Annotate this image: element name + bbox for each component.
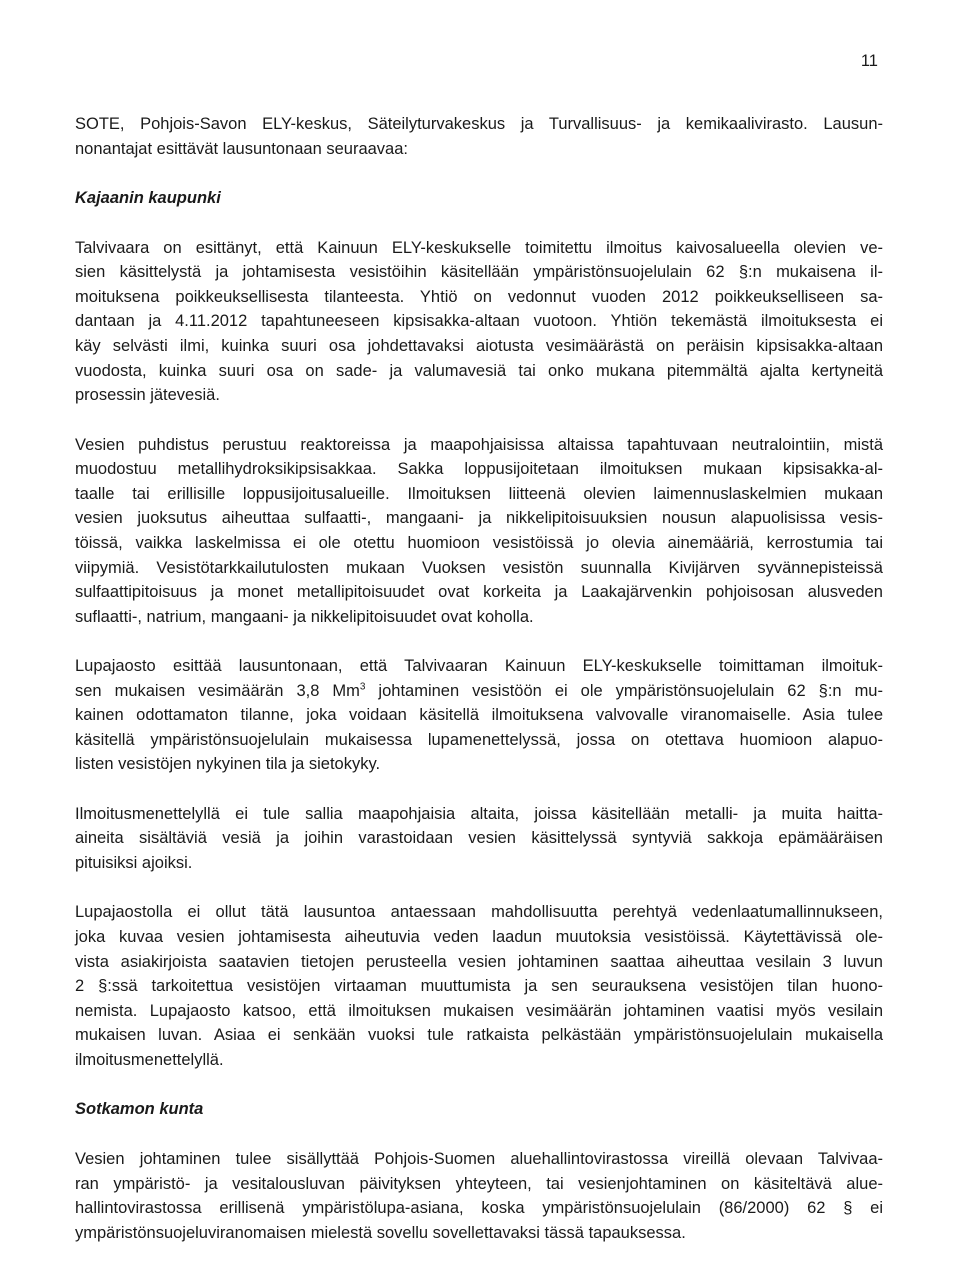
text-line: Ilmoitusmenettelyllä ei tule sallia maapohjaisia altaita, joissa käsitellään metalli- ja muita haitta- bbox=[75, 804, 883, 823]
text-line: vuodosta, kuinka suuri osa on sade- ja valumavesiä tai onko mukana pitemmältä ajalta kertyneitä bbox=[75, 361, 883, 380]
text-line: nemista. Lupajaosto katsoo, että ilmoituksen mukaisen vesimäärän johtaminen vaatisi myös vesilain bbox=[75, 1001, 883, 1020]
text-line: vista asiakirjoista saatavien tietojen perusteella vesien johtaminen saattaa aiheuttaa vesilain 3 luvun bbox=[75, 952, 883, 971]
sotkamo-paragraph-1 bbox=[75, 1147, 883, 1245]
text-line: Talvivaara on esittänyt, että Kainuun ELY-keskukselle toimitettu ilmoitus kaivosalueella olevien ve- bbox=[75, 238, 883, 257]
text-line: töissä, vaikka laskelmissa ei ole otettu huomioon vesistöissä jo olevia ainemääriä, kerrostumia tai bbox=[75, 533, 883, 552]
kajaani-paragraph-4 bbox=[75, 802, 883, 876]
text-line: SOTE, Pohjois-Savon ELY-keskus, Säteilyturvakeskus ja Turvallisuus- ja kemikaalivirasto. Lausun- bbox=[75, 115, 883, 133]
text-segment: johtaminen vesistöön ei ole ympäristönsuojelulain 62 §:n mu- bbox=[365, 681, 883, 700]
section-heading-sotkamo: Sotkamon kunta bbox=[75, 1100, 204, 1119]
text-line: ilmoitusmenettelyllä. bbox=[75, 1050, 224, 1069]
text-line: Vesien puhdistus perustuu reaktoreissa ja maapohjaisissa altaissa tapahtuvaan neutralointiin, mistä bbox=[75, 435, 883, 454]
text-line: käsitellä ympäristönsuojelulain mukaisessa lupamenettelyssä, jossa on otettava huomioon alapuo- bbox=[75, 730, 883, 749]
text-line: sien käsittelystä ja johtamisesta vesistöihin käsitellään ympäristönsuojelulain 62 §:n mukaisena il- bbox=[75, 263, 883, 282]
text-line: viipymiä. Vesistötarkkailutulosten mukaan Vuoksen vesistön suunnalla Kivijärven syvännepisteissä bbox=[75, 558, 883, 577]
kajaani-paragraph-3 bbox=[75, 654, 883, 777]
superscript-exponent: 3 bbox=[359, 681, 366, 693]
text-line: mukaisen luvan. Asiaa ei senkään vuoksi tule ratkaista pelkästään ympäristönsuojelulain mukaisella bbox=[75, 1026, 883, 1045]
text-line: moituksena poikkeuksellisesta tilanteesta. Yhtiö on vedonnut vuoden 2012 poikkeukselliseen sa- bbox=[75, 287, 883, 306]
kajaani-paragraph-2 bbox=[75, 433, 883, 630]
text-line: listen vesistöjen nykyinen tila ja sietokyky. bbox=[75, 755, 381, 774]
intro-paragraph bbox=[75, 112, 883, 161]
text-line: Lupajaosto esittää lausuntonaan, että Talvivaaran Kainuun ELY-keskukselle toimittaman ilmoituk- bbox=[75, 657, 883, 676]
text-line: kainen odottamaton tilanne, joka voidaan käsitellä ilmoituksena valvovalle viranomaiselle. Asia tulee bbox=[75, 706, 883, 725]
text-line: Lupajaostolla ei ollut tätä lausuntoa antaessaan mahdollisuutta perehtyä vedenlaatumallinnukseen, bbox=[75, 903, 883, 922]
text-line: prosessin jätevesiä. bbox=[75, 386, 220, 405]
kajaani-paragraph-1 bbox=[75, 236, 883, 408]
page-number: 11 bbox=[860, 52, 878, 70]
text-line-with-superscript bbox=[75, 679, 883, 704]
text-line: vesien juoksutus aiheuttaa sulfaatti-, mangaani- ja nikkelipitoisuuksien nousun alapuolisissa vesis- bbox=[75, 509, 883, 528]
text-line: 2 §:ssä tarkoitettua vesistöjen virtaaman muuttumista ja sen seurauksena vesistöjen tilan huono- bbox=[75, 977, 883, 996]
text-segment: sen mukaisen vesimäärän 3,8 Mm bbox=[75, 681, 360, 700]
text-line: Vesien johtaminen tulee sisällyttää Pohjois-Suomen aluehallintovirastossa vireillä olevaan Talvivaa- bbox=[75, 1149, 883, 1168]
text-line: muodostuu metallihydroksikipsisakkaa. Sakka loppusijoitetaan ilmoituksen mukaan kipsisakka-al- bbox=[75, 460, 883, 479]
text-line: suflaatti-, natrium, mangaani- ja nikkelipitoisuudet ovat koholla. bbox=[75, 607, 534, 626]
text-line: hallintovirastossa erillisenä ympäristölupa-asiana, koska ympäristönsuojelulain (86/2000) 62 § ei bbox=[75, 1199, 883, 1218]
text-line: taalle tai erillisille loppusijoitusalueille. Ilmoituksen liitteenä olevien laimennuslaskelmien mukaan bbox=[75, 484, 883, 503]
text-line: ympäristönsuojeluviranomaisen mielestä sovellu sovellettavaksi tässä tapauksessa. bbox=[75, 1223, 686, 1242]
text-line: dantaan ja 4.11.2012 tapahtuneeseen kipsisakka-altaan vuotoon. Yhtiön tekemästä ilmoituksesta ei bbox=[75, 312, 883, 331]
kajaani-paragraph-5 bbox=[75, 900, 883, 1072]
text-line: joka kuvaa vesien johtamisesta aiheutuvia veden laadun muutoksia vesistöissä. Käytettävissä ole- bbox=[75, 928, 883, 947]
text-line: käy selvästi ilmi, kuinka suuri osa johdettavaksi aiotusta vesimäärästä on peräisin kipsisakka-altaan bbox=[75, 336, 883, 355]
text-line: pituisiksi ajoiksi. bbox=[75, 854, 193, 873]
page-content bbox=[75, 112, 883, 1270]
text-line: ran ympäristö- ja vesitalousluvan päivityksen yhteyteen, tai vesienjohtaminen on käsiteltävä alue- bbox=[75, 1174, 883, 1193]
text-line: aineita sisältäviä vesiä ja joihin varastoidaan vesien käsittelyssä syntyviä sakkoja epämääräisen bbox=[75, 829, 883, 848]
section-heading-kajaani: Kajaanin kaupunki bbox=[75, 188, 221, 207]
text-line: nonantajat esittävät lausuntonaan seuraavaa: bbox=[75, 139, 408, 158]
text-line: sulfaattipitoisuus ja monet metallipitoisuudet ovat korkeita ja Laakajärvenkin pohjoisosan alusveden bbox=[75, 583, 883, 602]
